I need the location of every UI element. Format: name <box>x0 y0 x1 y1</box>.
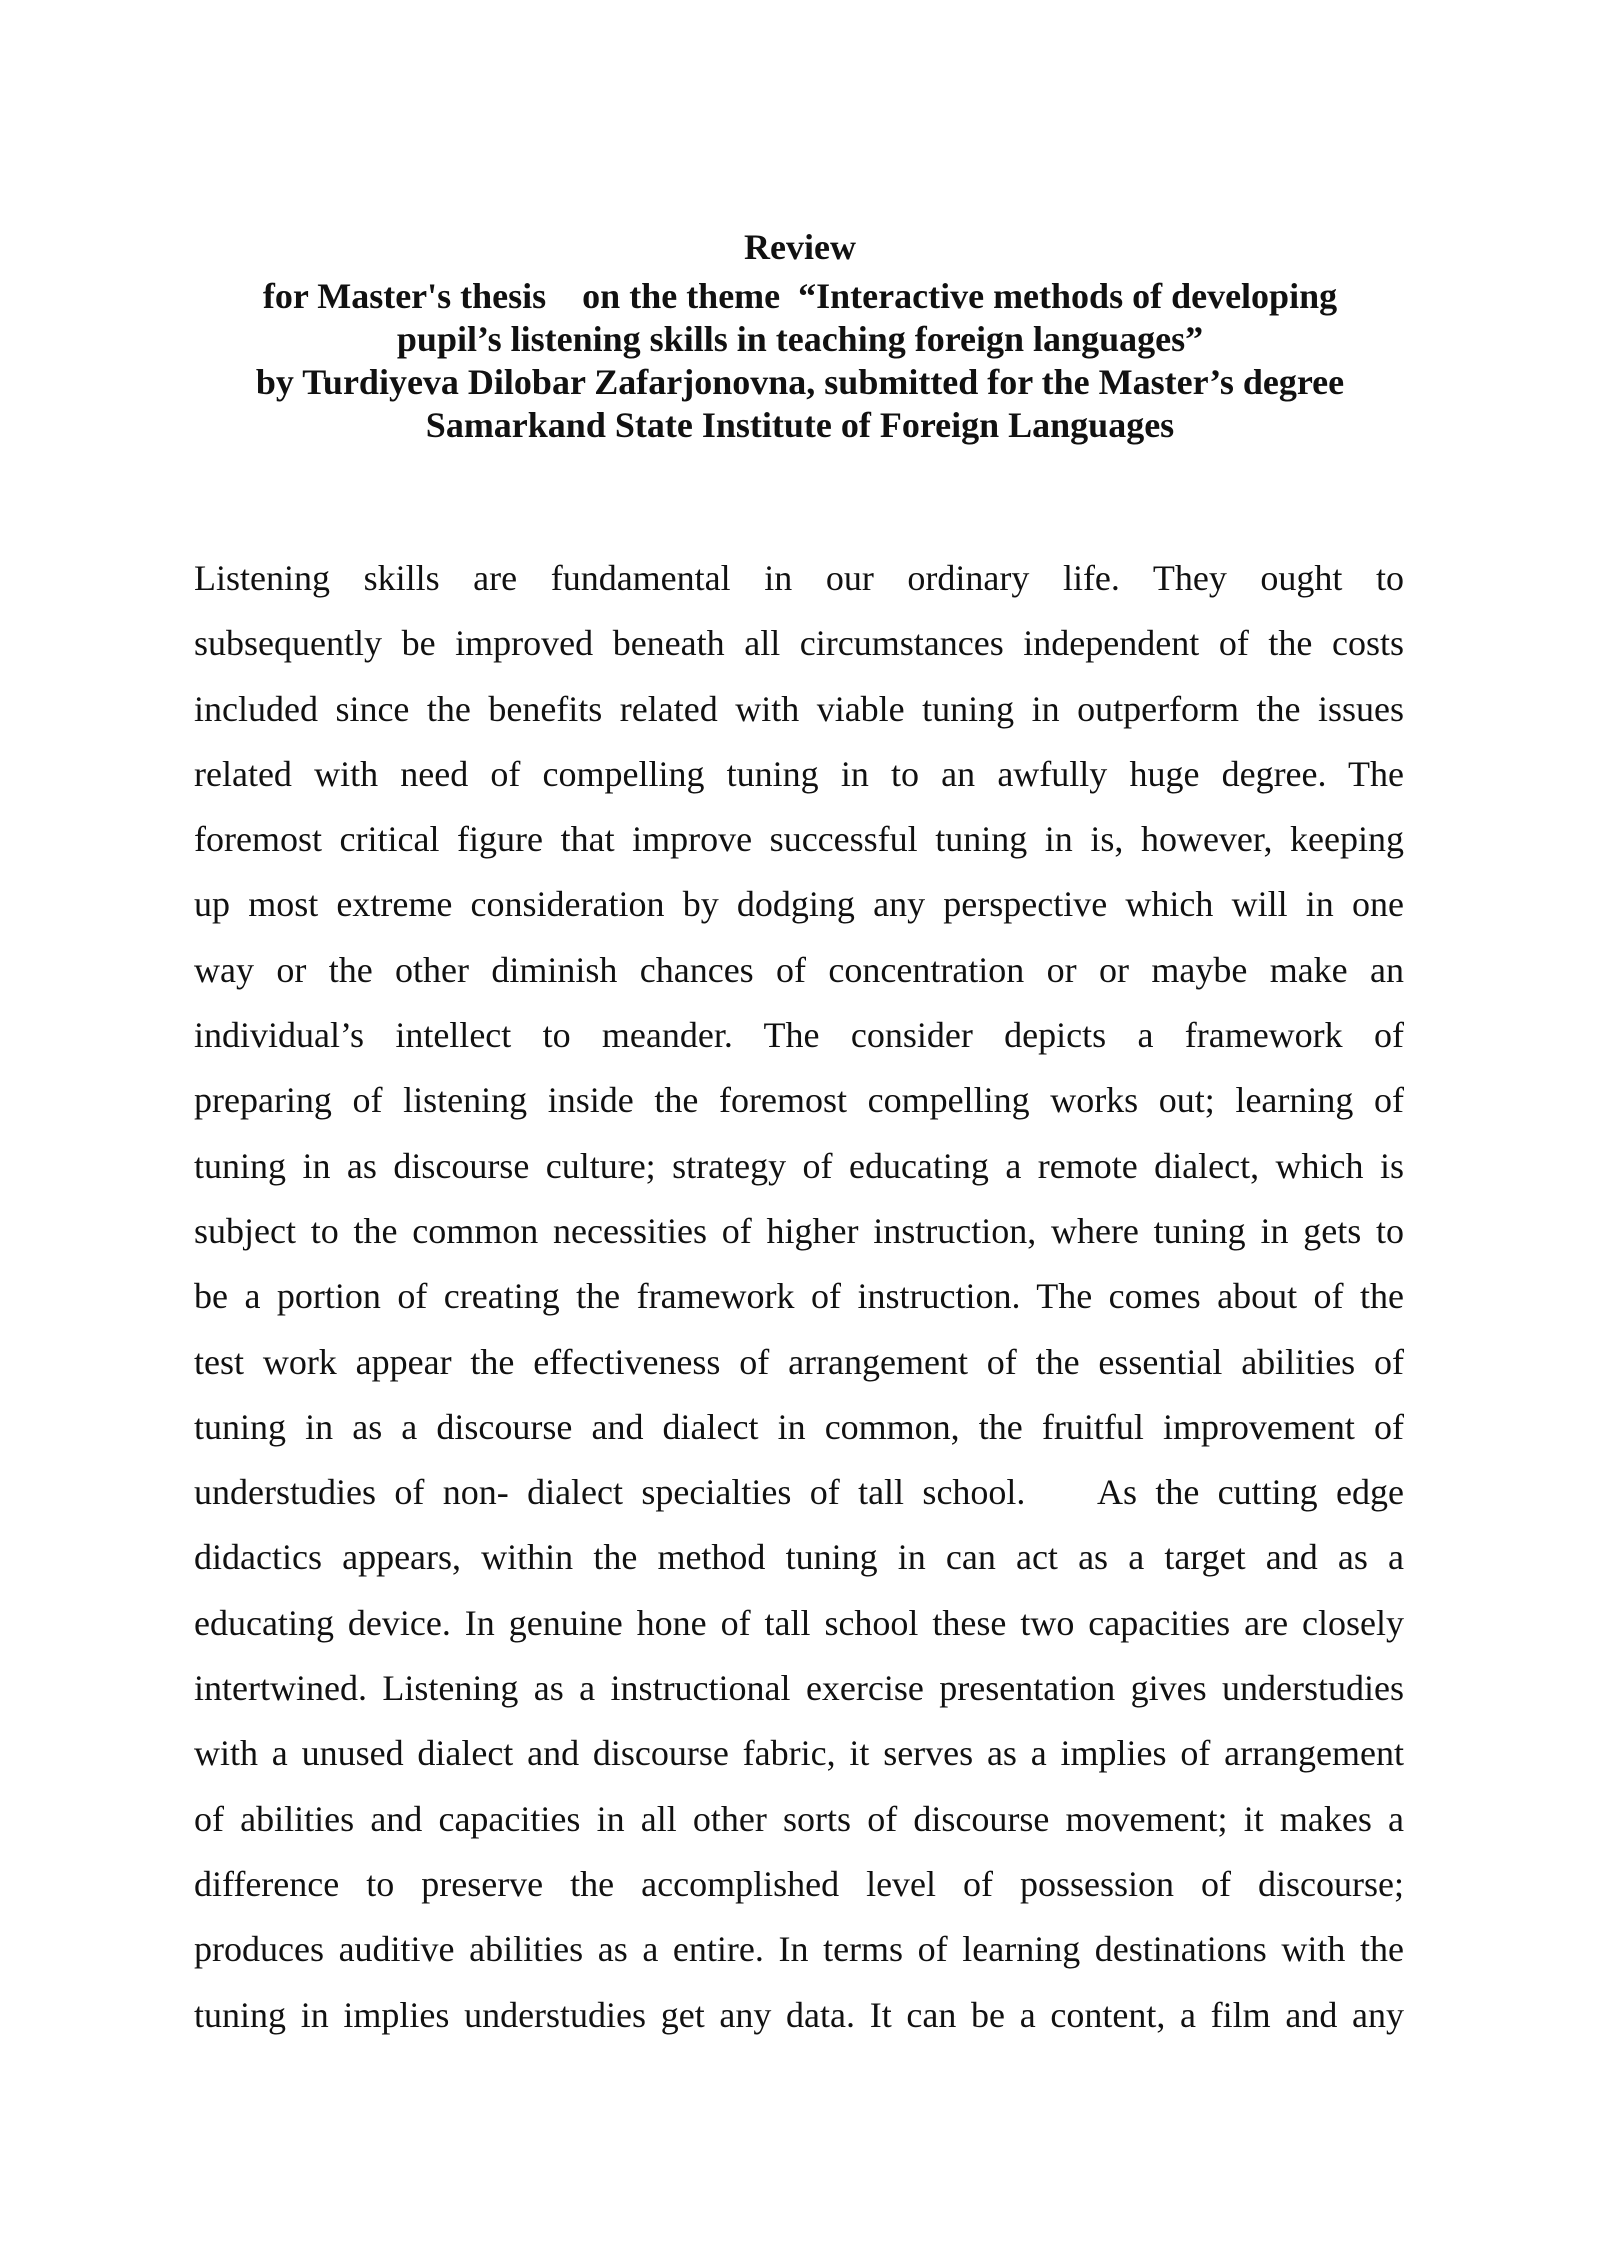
body-line: subsequently be improved beneath all circumstances independent of the costs <box>194 623 1404 664</box>
body-line: Listening skills are fundamental in our ordinary life. They ought to <box>194 558 1404 598</box>
body-line: preparing of listening inside the foremost compelling works out; learning of <box>194 1080 1404 1121</box>
body-paragraph <box>194 546 1404 2048</box>
body-line: up most extreme consideration by dodging any perspective which will in one <box>194 884 1404 925</box>
subtitle-line: for Master's thesis on the theme “Interactive methods of developing <box>262 276 1338 316</box>
body-line: intertwined. Listening as a instructional exercise presentation gives understudies <box>194 1668 1404 1709</box>
body-line: tuning in as a discourse and dialect in common, the fruitful improvement of <box>194 1406 1404 1447</box>
body-line: included since the benefits related with viable tuning in outperform the issues <box>194 688 1404 729</box>
body-line: subject to the common necessities of higher instruction, where tuning in gets to <box>194 1210 1404 1251</box>
body-line: related with need of compelling tuning in to an awfully huge degree. The <box>194 753 1404 794</box>
subtitle-line: Samarkand State Institute of Foreign Languages <box>425 405 1175 445</box>
body-line: didactics appears, within the method tuning in can act as a target and as a <box>194 1537 1404 1578</box>
body-line: tuning in implies understudies get any data. It can be a content, a film and any <box>194 1994 1404 2035</box>
body-line: foremost critical figure that improve successful tuning in is, however, keeping <box>194 819 1404 860</box>
body-line: of abilities and capacities in all other sorts of discourse movement; it makes a <box>194 1798 1404 1839</box>
body-line: way or the other diminish chances of concentration or or maybe make an <box>194 949 1404 990</box>
body-line: individual’s intellect to meander. The consider depicts a framework of <box>194 1015 1404 1056</box>
body-line: tuning in as discourse culture; strategy of educating a remote dialect, which is <box>194 1145 1404 1186</box>
subtitle-line: by Turdiyeva Dilobar Zafarjonovna, submitted for the Master’s degree <box>255 362 1345 402</box>
body-line: be a portion of creating the framework of instruction. The comes about of the <box>194 1276 1404 1317</box>
subtitle-line: pupil’s listening skills in teaching foreign languages” <box>396 319 1204 359</box>
body-line: test work appear the effectiveness of arrangement of the essential abilities of <box>194 1341 1404 1382</box>
body-line: educating device. In genuine hone of tall school these two capacities are closely <box>194 1602 1404 1643</box>
body-line: understudies of non- dialect specialties of tall school. As the cutting edge <box>194 1472 1404 1513</box>
body-line: with a unused dialect and discourse fabric, it serves as a implies of arrangement <box>194 1733 1404 1774</box>
document-title: Review <box>744 227 856 267</box>
body-line: produces auditive abilities as a entire. In terms of learning destinations with the <box>194 1929 1404 1970</box>
body-line: difference to preserve the accomplished level of possession of discourse; <box>194 1863 1404 1904</box>
document-header <box>0 226 1600 447</box>
